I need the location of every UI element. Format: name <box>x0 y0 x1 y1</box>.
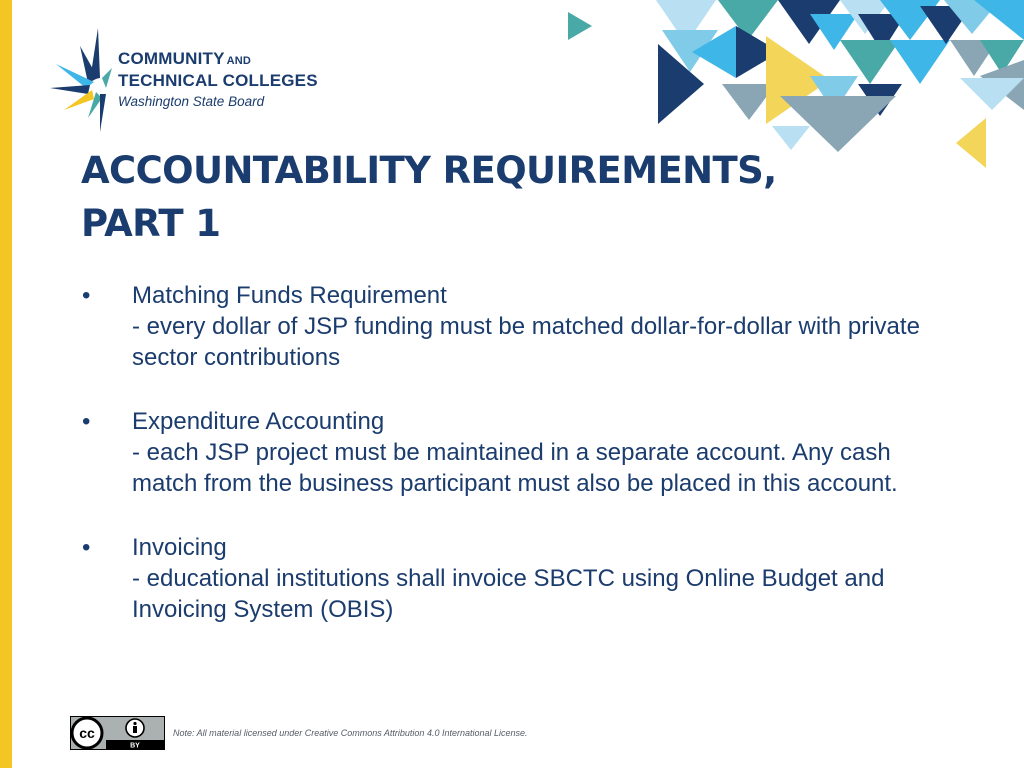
list-item-matching-funds <box>80 280 960 373</box>
logo-line-community: COMMUNITY AND <box>118 49 252 68</box>
license-note: Note: All material licensed under Creative Commons Attribution 4.0 International License. <box>173 728 528 738</box>
list-item-invoicing <box>80 532 960 625</box>
logo-line-technical-colleges: TECHNICAL COLLEGES <box>118 71 318 90</box>
bullet-heading: Matching Funds Requirement <box>132 282 447 309</box>
bullet-detail: - educational institutions shall invoice SBCTC using Online Budget and Invoicing System (OBIS) <box>132 565 885 623</box>
bullet-heading: Invoicing <box>132 534 227 561</box>
bullet-marker: • <box>82 408 91 435</box>
page-title <box>81 144 841 250</box>
cc-badge-by-text: BY <box>130 742 140 750</box>
bullet-marker: • <box>82 534 91 561</box>
list-item-expenditure-accounting <box>80 406 960 499</box>
cc-badge-cc-text: cc <box>79 725 95 741</box>
bullet-heading: Expenditure Accounting <box>132 408 385 435</box>
requirements-list <box>80 280 960 658</box>
bullet-marker: • <box>82 282 91 309</box>
page-title-line1: ACCOUNTABILITY REQUIREMENTS, <box>81 149 777 192</box>
bullet-detail: - each JSP project must be maintained in a separate account. Any cash match from the business participant must also be placed in this account. <box>132 439 898 497</box>
bullet-detail: - every dollar of JSP funding must be matched dollar-for-dollar with private sector contributions <box>132 313 920 371</box>
creative-commons-by-badge-icon <box>70 716 165 750</box>
star-burst-logo-icon <box>50 28 112 132</box>
logo-line-state-board: Washington State Board <box>118 94 265 109</box>
logo-and: AND <box>226 55 252 67</box>
deco-triangle <box>956 118 986 168</box>
page-title-line2: PART 1 <box>81 202 221 245</box>
left-accent-stripe <box>0 0 12 768</box>
logo-wordmark <box>118 49 350 111</box>
deco-triangle <box>890 40 950 84</box>
deco-triangle <box>568 12 592 40</box>
sbctc-logo <box>50 28 350 132</box>
